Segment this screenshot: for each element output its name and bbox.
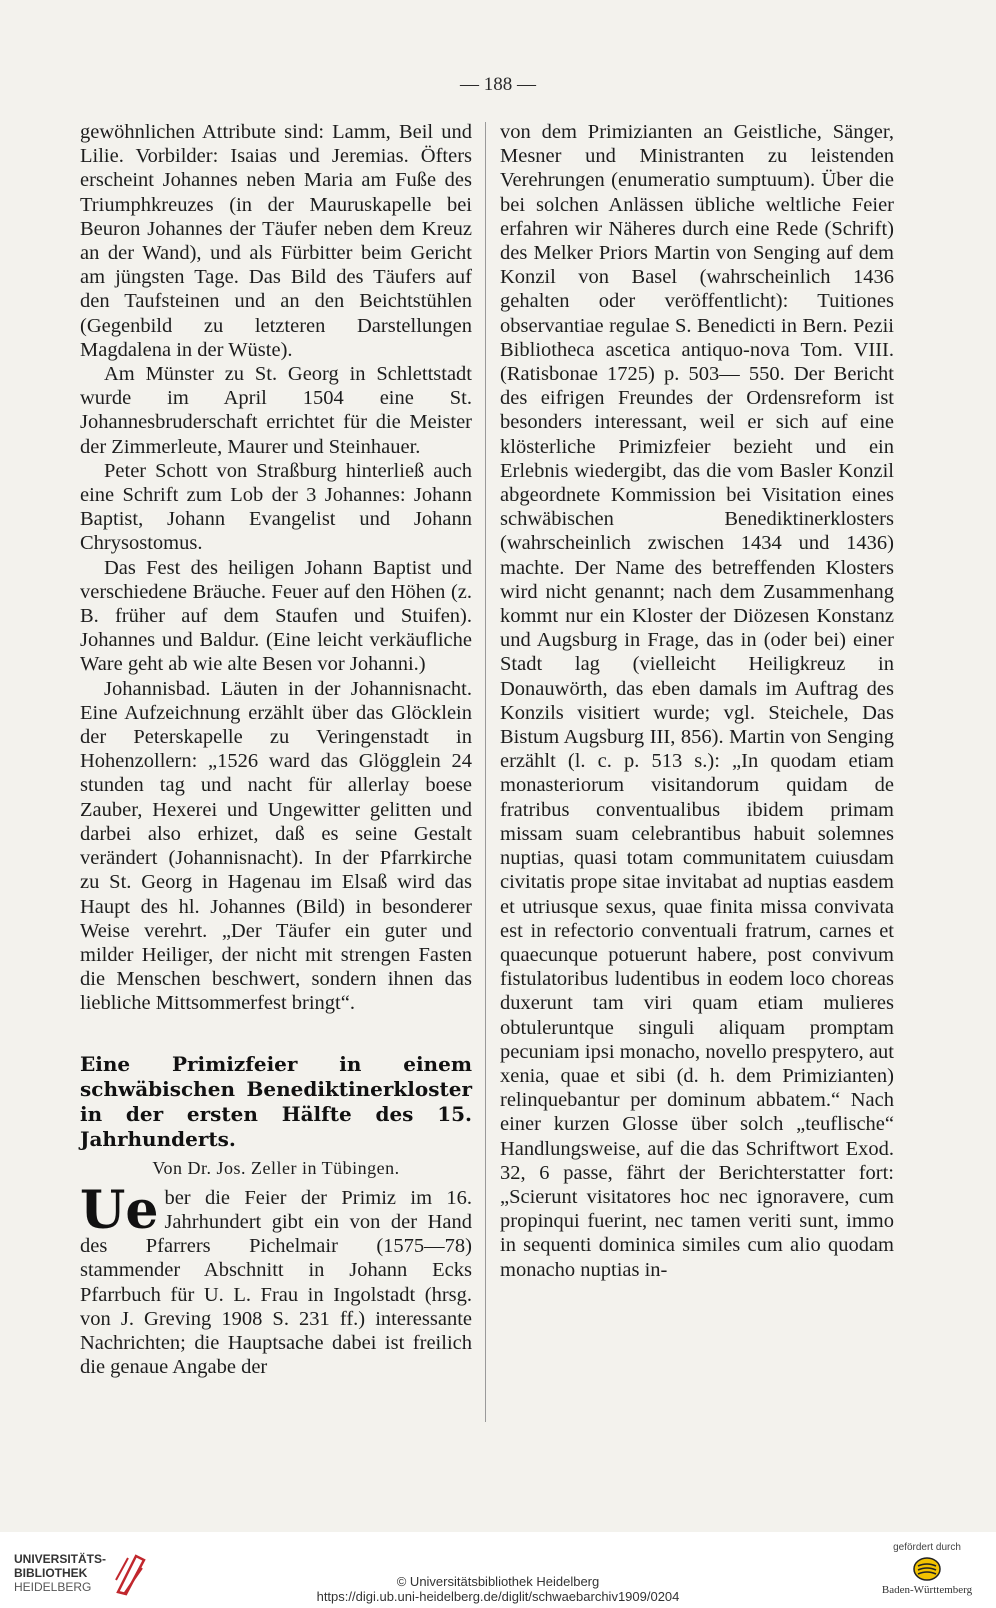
left-column bbox=[80, 120, 472, 1379]
page-number: — 188 — bbox=[460, 74, 536, 95]
copyright-text: © Universitätsbibliothek Heidelberg bbox=[396, 1574, 600, 1589]
paragraph-text: ber die Feier der Primiz im 16. Jahrhundert gibt ein von der Hand des Pfarrers Pichelmair (1575—78) stammender Abschnitt in Johann Ecks Pfarrbuch für U. L. Frau in Ingolstadt (hrsg. von J. Greving 1908 S. 231 ff.) interessante Nachrichten; die Hauptsache dabei ist freilich die genaue Angabe der bbox=[80, 1186, 472, 1379]
article-byline: Von Dr. Jos. Zeller in Tübingen. bbox=[152, 1157, 400, 1178]
paragraph: Am Münster zu St. Georg in Schlettstadt wurde im April 1504 eine St. Johannesbruderschaft errichtet für die Meister der Zimmerleute, Maurer und Steinhauer. bbox=[80, 363, 472, 458]
column-divider bbox=[485, 122, 486, 1422]
article-heading: Eine Primizfeier in einem schwäbischen Benediktinerkloster in der ersten Hälfte des 15. Jahrhunderts. bbox=[80, 1051, 472, 1151]
paragraph: gewöhnlichen Attribute sind: Lamm, Beil und Lilie. Vorbilder: Isaias und Jeremias. Öfters erscheint Johannes neben Maria am Fuße des Triumphkreuzes (in der Mauruskapelle bei Beuron Johannes der Täufer neben dem Kreuz an der Wand), und als Fürbitter beim Gericht am jüngsten Tage. Das Bild des Täufers auf den Taufsteinen und an den Beichtstühlen (Gegenbild zu letzteren Darstellungen Magdalena in der Wüste). bbox=[80, 121, 472, 361]
paragraph: Peter Schott von Straßburg hinterließ auch eine Schrift zum Lob der 3 Johannes: Johann Baptist, Johann Evangelist und Johann Chrysostomus. bbox=[80, 459, 472, 555]
funder-name: Baden-Württemberg bbox=[881, 1584, 973, 1596]
library-name-line: BIBLIOTHEK bbox=[14, 1566, 88, 1580]
coat-of-arms-icon bbox=[912, 1556, 942, 1582]
paragraph: Johannisbad. Läuten in der Johannisnacht. Eine Aufzeichnung erzählt über das Glöcklein der Peterskapelle zu Veringenstadt in Hohenzollern: „1526 ward das Glögglein 24 stunden tag und nacht für allerlay boese Zauber, Hexerei und Ungewitter gelitten und darbei also erhizet, daß es seine Gestalt verändert (Johannisnacht). In der Pfarrkirche zu St. Georg in Hagenau im Elsaß wird das Haupt des hl. Johannes (Bild) in besonderer Weise verehrt. „Der Täufer ein guter und milder Heiliger, der nicht mit strengen Fasten die Menschen beschwert, sondern ihnen das liebliche Mittsommerfest bringt“. bbox=[80, 677, 472, 1015]
permalink[interactable]: https://digi.ub.uni-heidelberg.de/diglit/schwaebarchiv1909/0204 bbox=[316, 1589, 680, 1604]
paragraph: von dem Primizianten an Geistliche, Sänger, Mesner und Ministranten zu leistenden Verehrungen (enumeratio sumptuum). Über die bei solchen Anlässen übliche weltliche Feier erfahren wir Näheres durch eine Rede (Schrift) des Melker Priors Martin von Senging auf dem Konzil von Basel (wahrscheinlich 1436 gehalten oder veröffentlicht): Tuitiones observantiae regulae S. Benedicti in Bern. Pezii Bibliotheca ascetica antiquo-nova Tom. VIII. (Ratisbonae 1725) p. 503— 550. Der Bericht des eifrigen Freundes der Ordensreform ist besonders interessant, weil er sich auf eine klösterliche Primizfeier bezieht und ein Erlebnis wiedergibt, das die vom Basler Konzil abgeordnete Kommission bei Visitation eines schwäbischen Benediktinerklosters (wahrscheinlich zwischen 1434 und 1436) machte. Der Name des betreffenden Klosters wird nicht genannt; nach dem Zusammenhang kommt nur ein Kloster der Diözesen Konstanz und Augsburg in Frage, das in (oder bei) einer Stadt lag (vielleicht Heiligkreuz in Donauwörth, das eben damals im Auftrag des Konzils visitiert wurde; vgl. Steichele, Das Bistum Augsburg III, 856). Martin von Senging erzählt (l. c. p. 513 s.): „In quodam etiam monasteriorum visitandorum quidam de fratribus conventualibus ibidem primam missam suam celebrantibus habuit solemnes nuptias, quasi totam communitatem cuiusdam civitatis prope sitae invitabat ad nuptias easdem et utriusque sexus, quae finita missa convivata est in refectorio conventuali fratrum, carnes et quaecunque potuerunt habere, post convivum fistulatoribus ludentibus in eodem loco choreas duxerunt tam viri quam etiam mulieres obtuleruntque singuli aliquam promptam pecuniam ipsi monacho, novello prespytero, aut xenia, quae et sibi (d. h. dem Primizianten) relinquebantur per dominum abbatem.“ Nach einer kurzen Glosse über solch „teuflische“ Handlungsweise, auf die das Schriftwort Exod. 32, 6 passe, fährt der Berichterstatter fort: „Scierunt visitatores hoc nec ignoravere, cum propinqui fuerint, nec tamen veriti sunt, immo in sequenti dominica similes cum alio quodam monacho nuptias in- bbox=[500, 121, 894, 1281]
copyright-notice bbox=[0, 1574, 996, 1604]
footer bbox=[0, 1532, 996, 1608]
library-name-line: UNIVERSITÄTS- bbox=[14, 1552, 107, 1566]
funder-logo[interactable] bbox=[872, 1542, 982, 1596]
library-name-line: HEIDELBERG bbox=[14, 1580, 92, 1594]
funded-by-label: gefördert durch bbox=[893, 1542, 961, 1553]
paragraph: Das Fest des heiligen Johann Baptist und verschiedene Bräuche. Feuer auf den Höhen (z. B. früher auf dem Staufen und Stuifen). Johannes und Baldur. (Eine leicht verkäufliche Ware geht ab wie alte Besen vor Johanni.) bbox=[80, 556, 472, 676]
right-column bbox=[500, 120, 894, 1282]
article-first-paragraph bbox=[80, 1179, 472, 1380]
drop-cap: Ue bbox=[80, 1179, 159, 1241]
